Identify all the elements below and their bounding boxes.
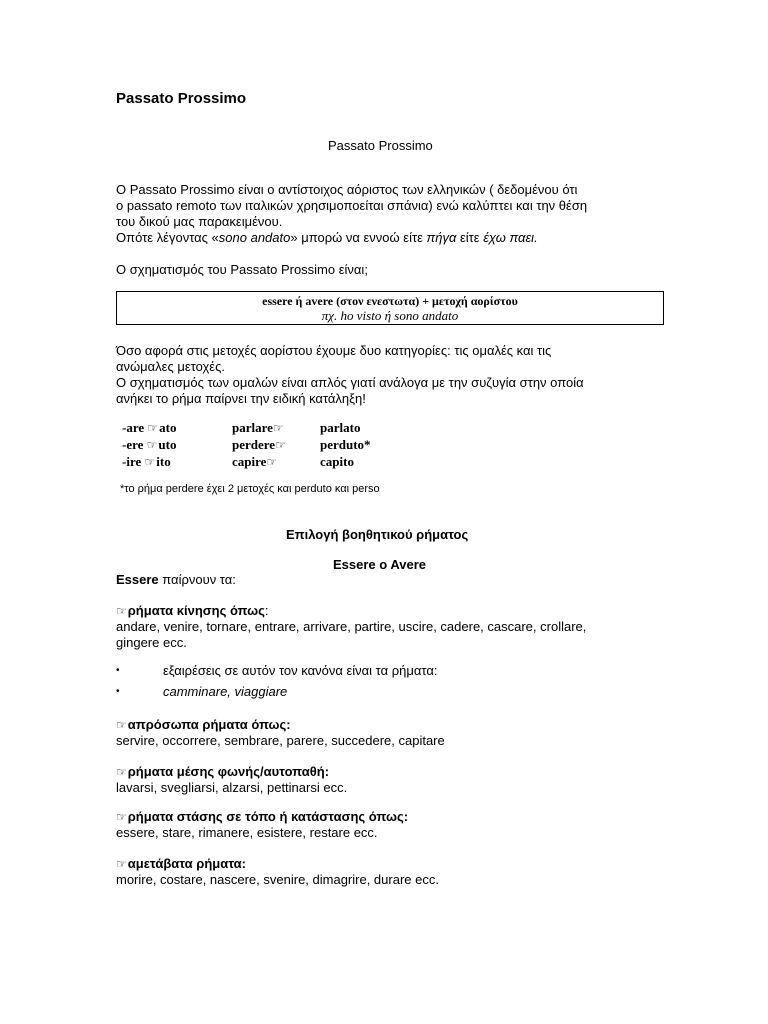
participles-line-1: Όσο αφορά στις μετοχές αορίστου έχουμε δυο κατηγορίες: τις ομαλές και τις bbox=[116, 343, 552, 358]
hand-pointer-icon: ☞ bbox=[266, 455, 278, 469]
intro-line-4 bbox=[116, 230, 538, 246]
motion-title bbox=[116, 603, 269, 619]
intro-italic-example: έχω παει. bbox=[483, 230, 538, 245]
intro-line-2: ο passato remoto των ιταλικών χρησιμοποείται σπάνια) ενώ καλύπτει και την θέση bbox=[116, 198, 588, 213]
footnote-star: * bbox=[120, 483, 125, 495]
conj-ending-row-2: -ere ☞uto bbox=[122, 437, 177, 452]
participles-line-3: Ο σχηματισμός των ομαλών είναι απλός γιατί ανάλογα με την συζυγία στην οποία bbox=[116, 375, 584, 390]
aux-subheading: Essere o Avere bbox=[333, 557, 426, 572]
hand-pointer-icon: ☞ bbox=[116, 604, 127, 618]
reflexive-list: lavarsi, svegliarsi, alzarsi, pettinarsi ecc. bbox=[116, 780, 348, 795]
impersonal-list: servire, occorrere, sembrare, parere, succedere, capitare bbox=[116, 733, 445, 748]
essere-rest: παίρνουν τα: bbox=[158, 572, 236, 587]
centered-title: Passato Prossimo bbox=[328, 138, 433, 153]
formation-label: Ο σχηματισμός του Passato Prossimo είναι; bbox=[116, 262, 368, 277]
state-title bbox=[116, 809, 408, 825]
conj-participle-row-1: parlato bbox=[320, 420, 361, 435]
intro-line-1: Ο Passato Prossimo είναι ο αντίστοιχος αόριστος των ελληνικών ( δεδομένου ότι bbox=[116, 182, 578, 197]
bullet-item-1: εξαιρέσεις σε αυτόν τον κανόνα είναι τα ρήματα: bbox=[163, 663, 438, 678]
intro-italic-example: sono andato bbox=[218, 230, 291, 245]
hand-pointer-icon: ☞ bbox=[147, 421, 159, 435]
participles-line-4: ανήκει το ρήμα παίρνει την ειδική κατάληξη! bbox=[116, 391, 366, 406]
motion-list-line-1: andare, venire, tornare, entrare, arrivare, partire, uscire, cadere, cascare, crollare, bbox=[116, 619, 587, 634]
footnote bbox=[120, 482, 380, 496]
intransitive-list: morire, costare, nascere, svenire, dimagrire, durare ecc. bbox=[116, 872, 439, 887]
footnote-text: το ρήμα perdere έχει 2 μετοχές και perduto και perso bbox=[124, 483, 380, 495]
conj-verb-row-1: parlare☞ bbox=[232, 420, 284, 435]
participles-line-2: ανώμαλες μετοχές. bbox=[116, 359, 225, 374]
essere-word: Essere bbox=[116, 572, 159, 587]
intransitive-title bbox=[116, 856, 246, 872]
hand-pointer-icon: ☞ bbox=[146, 438, 158, 452]
intro-text: Οπότε λέγοντας « bbox=[116, 230, 219, 245]
state-title-text: ρήματα στάσης σε τόπο ή κατάστασης όπως: bbox=[127, 809, 409, 824]
bullet-marker: • bbox=[116, 665, 120, 676]
hand-pointer-icon: ☞ bbox=[272, 421, 284, 435]
hand-pointer-icon: ☞ bbox=[116, 718, 127, 732]
conj-verb-row-3: capire☞ bbox=[232, 454, 278, 469]
intro-text: » μπορώ να εννοώ είτε bbox=[290, 230, 427, 245]
bullet-item-2: camminare, viaggiare bbox=[163, 684, 288, 699]
hand-pointer-icon: ☞ bbox=[275, 438, 286, 452]
aux-heading: Επιλογή βοηθητικού ρήματος bbox=[286, 527, 469, 542]
impersonal-title bbox=[116, 717, 291, 733]
conj-participle-row-3: capito bbox=[320, 454, 354, 469]
state-list: essere, stare, rimanere, esistere, restare ecc. bbox=[116, 825, 378, 840]
formula-line-1: essere ή avere (στον ενεστωτα) + μετοχή αορίστου bbox=[262, 294, 518, 308]
formula-box bbox=[116, 291, 664, 325]
conj-ending-row-3: -ire ☞ito bbox=[122, 454, 171, 469]
page-title: Passato Prossimo bbox=[116, 90, 247, 107]
intro-italic-example: πήγα bbox=[426, 230, 457, 245]
intro-text: είτε bbox=[456, 230, 484, 245]
hand-pointer-icon: ☞ bbox=[144, 455, 156, 469]
hand-pointer-icon: ☞ bbox=[116, 857, 127, 871]
essere-line bbox=[116, 572, 236, 588]
impersonal-title-text: απρόσωπα ρήματα όπως: bbox=[127, 717, 291, 732]
intro-line-3: του δικού μας παρακειμένου. bbox=[116, 214, 283, 229]
reflexive-title-text: ρήματα μέσης φωνής/αυτοπαθή: bbox=[127, 764, 330, 779]
motion-title-text: ρήματα κίνησης όπως bbox=[127, 603, 265, 618]
conj-participle-row-2: perduto* bbox=[320, 437, 371, 452]
intransitive-title-text: αμετάβατα ρήματα: bbox=[127, 856, 246, 871]
reflexive-title bbox=[116, 764, 329, 780]
motion-colon: : bbox=[264, 603, 269, 618]
hand-pointer-icon: ☞ bbox=[116, 765, 127, 779]
conj-ending-row-1: -are ☞ato bbox=[122, 420, 177, 435]
conj-verb-row-2: perdere☞ bbox=[232, 437, 286, 452]
bullet-marker: • bbox=[116, 686, 120, 697]
formula-line-2: πχ. ho visto ή sono andato bbox=[321, 308, 459, 323]
hand-pointer-icon: ☞ bbox=[116, 810, 127, 824]
motion-list-line-2: gingere ecc. bbox=[116, 635, 187, 650]
